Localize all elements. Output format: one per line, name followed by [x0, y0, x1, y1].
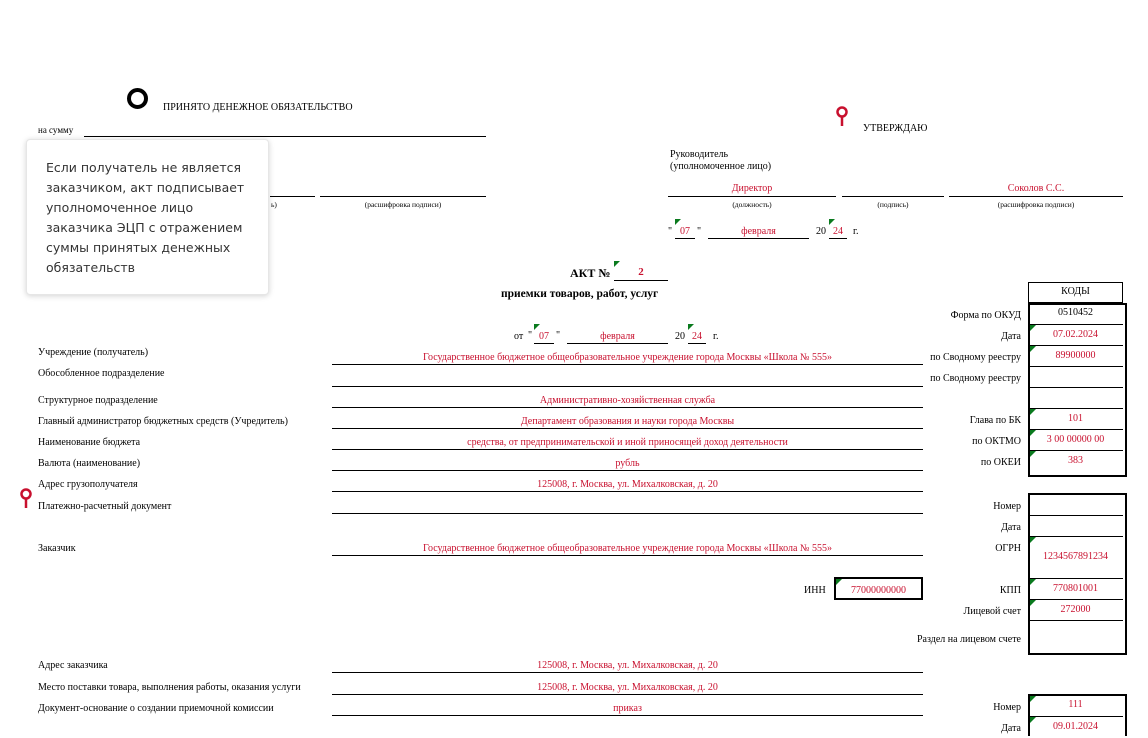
account-cell[interactable]: 272000: [1028, 599, 1123, 621]
doc-num-label: Номер: [993, 702, 1021, 713]
left-cut-caption: ь): [271, 200, 277, 209]
green-marker-icon: [1030, 579, 1036, 585]
kpp-cell[interactable]: 770801001: [1028, 578, 1123, 600]
sum-label: на сумму: [38, 125, 74, 135]
approve-month-line: [708, 238, 809, 239]
customer-label: Заказчик: [38, 543, 76, 554]
green-marker-icon: [688, 324, 694, 330]
act-year[interactable]: 24: [692, 331, 702, 342]
date2-cell[interactable]: [1028, 515, 1123, 537]
delivery-label: Место поставки товара, выполнения работы, оказания услуги: [38, 682, 301, 693]
customer-value[interactable]: Государственное бюджетное общеобразовательное учреждение города Москвы «Школа № 555»: [423, 543, 832, 554]
inn-value[interactable]: 77000000000: [851, 585, 906, 596]
act-subtitle: приемки товаров, работ, услуг: [501, 288, 659, 300]
oktmo-cell[interactable]: 3 00 00000 00: [1028, 429, 1123, 451]
quote-open: ": [528, 330, 533, 341]
basis-line: [332, 715, 923, 716]
act-from-label: от: [514, 331, 524, 342]
admin-label: Главный администратор бюджетных средств (Учредитель): [38, 416, 288, 427]
act-day-line: [534, 343, 554, 344]
left-signature-line: [270, 196, 315, 197]
payment-label: Платежно-расчетный документ: [38, 501, 172, 512]
act-month-line: [567, 343, 668, 344]
act-month[interactable]: февраля: [600, 331, 635, 342]
ogrn-label: ОГРН: [995, 543, 1021, 554]
delivery-value[interactable]: 125008, г. Москва, ул. Михалковская, д. 20: [537, 682, 718, 693]
quote-close: ": [697, 226, 702, 237]
kpp-label: КПП: [999, 585, 1021, 596]
signature-caption: (подпись): [877, 200, 909, 209]
act-number[interactable]: 2: [638, 266, 644, 278]
okud-label: Форма по ОКУД: [950, 310, 1021, 321]
consignee-line: [332, 491, 923, 492]
name-value[interactable]: Соколов С.С.: [1007, 183, 1065, 194]
green-marker-icon: [1030, 537, 1036, 543]
consignee-value[interactable]: 125008, г. Москва, ул. Михалковская, д. 20: [537, 479, 718, 490]
codes-header-label: КОДЫ: [1061, 286, 1090, 297]
name-line: [949, 196, 1123, 197]
accepted-obligation-title: ПРИНЯТО ДЕНЕЖНОЕ ОБЯЗАТЕЛЬСТВО: [163, 102, 353, 113]
institution-label: Учреждение (получатель): [38, 347, 149, 358]
position-line: [668, 196, 836, 197]
structural-value[interactable]: Административно-хозяйственная служба: [539, 395, 716, 406]
separate-line: [332, 386, 923, 387]
approve-day-line: [675, 238, 695, 239]
num-cell[interactable]: [1028, 494, 1123, 515]
doc-num-cell[interactable]: 111: [1068, 699, 1083, 710]
date-cell[interactable]: 07.02.2024: [1028, 324, 1123, 346]
inn-label: ИНН: [804, 585, 826, 596]
delivery-line: [332, 694, 923, 695]
num-label: Номер: [993, 501, 1021, 512]
act-title: АКТ №: [570, 266, 611, 280]
structural-line: [332, 407, 923, 408]
bk-cell[interactable]: 101: [1028, 408, 1123, 430]
ring-marker-icon[interactable]: [127, 88, 148, 109]
payment-line: [332, 513, 923, 514]
doc-date-label: Дата: [1001, 723, 1021, 734]
act-year-prefix: 20: [675, 331, 685, 342]
hint-tooltip: [26, 139, 269, 295]
currency-value[interactable]: рубль: [615, 458, 640, 469]
green-marker-icon: [1030, 430, 1036, 436]
green-marker-icon: [675, 219, 681, 225]
budget-line: [332, 449, 923, 450]
approve-month[interactable]: февраля: [741, 226, 776, 237]
oktmo-label: по ОКТМО: [972, 436, 1021, 447]
date-label: Дата: [1001, 331, 1021, 342]
customer-addr-value[interactable]: 125008, г. Москва, ул. Михалковская, д. 20: [537, 660, 718, 671]
act-year-suffix: г.: [713, 331, 719, 342]
institution-value[interactable]: Государственное бюджетное общеобразовательное учреждение города Москвы «Школа № 555»: [423, 352, 832, 363]
separate-label: Обособленное подразделение: [38, 368, 165, 379]
act-number-line: [614, 280, 668, 281]
position-value[interactable]: Директор: [731, 183, 773, 194]
green-marker-icon: [1030, 717, 1036, 723]
okud-cell[interactable]: 0510452: [1058, 307, 1093, 318]
basis-label: Документ-основание о создании приемочной комиссии: [38, 703, 274, 714]
name-caption: (расшифровка подписи): [997, 200, 1075, 209]
admin-value[interactable]: Департамент образования и науки города Москвы: [520, 416, 735, 427]
currency-line: [332, 470, 923, 471]
head-label: Руководитель: [670, 149, 729, 160]
section-cell[interactable]: [1028, 620, 1123, 652]
consignee-label: Адрес грузополучателя: [38, 479, 138, 490]
position-caption: (должность): [732, 200, 772, 209]
budget-value[interactable]: средства, от предпринимательской и иной приносящей доход деятельности: [467, 437, 788, 448]
registry-cell-1[interactable]: 89900000: [1028, 345, 1123, 367]
green-marker-icon: [1030, 409, 1036, 415]
doc-date-cell[interactable]: 09.01.2024: [1028, 716, 1123, 738]
currency-label: Валюта (наименование): [38, 458, 141, 469]
approve-year-line: [829, 238, 847, 239]
registry-cell-2[interactable]: [1028, 366, 1123, 388]
admin-line: [332, 428, 923, 429]
green-marker-icon: [1030, 451, 1036, 457]
customer-line: [332, 555, 923, 556]
green-marker-icon: [1030, 325, 1036, 331]
sum-line: [84, 136, 486, 137]
approve-year-suffix: г.: [853, 226, 859, 237]
location-pin-icon[interactable]: [19, 488, 33, 510]
bk-label: Глава по БК: [969, 415, 1021, 426]
location-pin-icon[interactable]: [835, 106, 849, 128]
registry-label-2: по Сводному реестру: [930, 373, 1021, 384]
budget-label: Наименование бюджета: [38, 437, 141, 448]
basis-value[interactable]: приказ: [613, 703, 642, 714]
hint-tooltip-text: Если получатель не является заказчиком, акт подписывает уполномоченное лицо заказчика ЭЦП с отражением суммы принятых денежных обязательств: [46, 160, 245, 275]
green-marker-icon: [534, 324, 540, 330]
green-marker-icon: [1030, 346, 1036, 352]
ogrn-cell[interactable]: 1234567891234: [1028, 536, 1123, 579]
account-label: Лицевой счет: [963, 606, 1021, 617]
okei-label: по ОКЕИ: [980, 457, 1021, 468]
approve-day[interactable]: 07: [680, 226, 690, 237]
quote-open: ": [668, 226, 673, 237]
okei-cell[interactable]: 383: [1028, 450, 1123, 472]
institution-line: [332, 364, 923, 365]
act-day[interactable]: 07: [539, 331, 549, 342]
customer-addr-line: [332, 672, 923, 673]
approve-title: УТВЕРЖДАЮ: [863, 123, 928, 134]
green-marker-icon: [1030, 696, 1036, 702]
customer-addr-label: Адрес заказчика: [38, 660, 108, 671]
approve-year[interactable]: 24: [833, 226, 843, 237]
quote-close: ": [556, 330, 561, 341]
green-marker-icon: [1030, 600, 1036, 606]
approve-year-prefix: 20: [816, 226, 826, 237]
left-decoding-line: [320, 196, 486, 197]
structural-label: Структурное подразделение: [38, 395, 158, 406]
empty-cell[interactable]: [1028, 387, 1123, 409]
head-sublabel: (уполномоченное лицо): [670, 161, 772, 172]
section-label: Раздел на лицевом счете: [916, 634, 1021, 645]
date2-label: Дата: [1001, 522, 1021, 533]
act-year-line: [688, 343, 706, 344]
registry-label-1: по Сводному реестру: [930, 352, 1021, 363]
left-decoding-caption: (расшифровка подписи): [364, 200, 442, 209]
signature-line: [842, 196, 944, 197]
green-marker-icon: [829, 219, 835, 225]
